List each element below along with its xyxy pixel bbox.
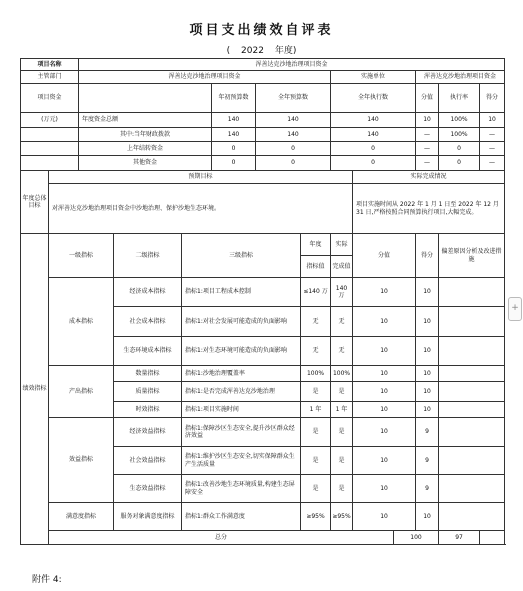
reason-cell: [439, 402, 505, 418]
funds-unit-spacer: [21, 156, 79, 171]
actual-cell: 是: [331, 382, 353, 402]
score-cell: 10: [353, 418, 416, 447]
col-level2: 二级指标: [114, 234, 182, 278]
funds-row-points: —: [480, 142, 505, 156]
level2-cell: 时效指标: [114, 402, 182, 418]
funds-row-rate: 100%: [439, 128, 480, 142]
reason-cell: [439, 382, 505, 402]
overall-goal-label: 年度总体目标: [21, 171, 49, 234]
funds-row-start: 0: [212, 156, 256, 171]
project-name-label: 项目名称: [21, 59, 79, 71]
overall-goal-row: [21, 184, 505, 234]
funds-row-full: 140: [256, 113, 331, 128]
points-cell: 10: [416, 307, 439, 337]
score-cell: 10: [353, 337, 416, 366]
actual-cell: 无: [331, 337, 353, 366]
expected-goal-header: 预期目标: [49, 171, 353, 184]
total-reason: [480, 531, 505, 545]
col-indicator-points: 得分: [416, 234, 439, 278]
col-score: 分值: [416, 84, 439, 113]
self-evaluation-table: [20, 58, 505, 545]
funds-row-score: 10: [416, 113, 439, 128]
points-cell: 10: [416, 366, 439, 382]
level2-cell: 经济效益指标: [114, 418, 182, 447]
target-cell: 无: [301, 307, 331, 337]
points-cell: 10: [416, 382, 439, 402]
target-cell: 无: [301, 337, 331, 366]
funds-row-start: 0: [212, 142, 256, 156]
funds-row-rate: 0: [439, 156, 480, 171]
overall-goal-header-row: [21, 171, 505, 184]
side-expand-tab[interactable]: +: [508, 297, 522, 321]
level1-cost: 成本指标: [49, 278, 114, 366]
funds-row: [21, 128, 505, 142]
attachment-note: 附件 4:: [32, 575, 62, 585]
reason-cell: [439, 503, 505, 531]
col-annual-sub: 指标值: [301, 256, 331, 278]
points-cell: 9: [416, 475, 439, 503]
funds-unit-spacer: [21, 128, 79, 142]
actual-cell: 是: [331, 447, 353, 475]
reason-cell: [439, 447, 505, 475]
points-cell: 10: [416, 278, 439, 307]
level3-cell: 指标1:维护沙区生态安全,切实保障群众生产生活质量: [182, 447, 301, 475]
funds-row-start: 140: [212, 113, 256, 128]
funds-unit-spacer: [21, 142, 79, 156]
indicator-section-label: 绩效指标: [21, 234, 49, 545]
target-cell: 1 年: [301, 402, 331, 418]
col-indicator-score: 分值: [353, 234, 416, 278]
indicator-row: [21, 278, 505, 307]
level2-cell: 生态环境成本指标: [114, 337, 182, 366]
reason-cell: [439, 307, 505, 337]
document-title: 项目支出绩效自评表: [189, 23, 334, 38]
level1-satisfaction: 满意度指标: [49, 503, 114, 531]
level2-cell: 服务对象满意度指标: [114, 503, 182, 531]
score-cell: 10: [353, 503, 416, 531]
score-cell: 10: [353, 402, 416, 418]
funds-label: 项目资金: [21, 84, 79, 113]
total-score: 100: [394, 531, 439, 545]
score-cell: 10: [353, 447, 416, 475]
level3-cell: 指标1:群众工作满意度: [182, 503, 301, 531]
funds-header-row: [21, 84, 505, 113]
year-close: 年度): [274, 46, 297, 56]
reason-cell: [439, 366, 505, 382]
indicator-row: [21, 503, 505, 531]
points-cell: 9: [416, 447, 439, 475]
actual-cell: ≥95%: [331, 503, 353, 531]
score-cell: 10: [353, 366, 416, 382]
funds-unit: (万元): [21, 113, 79, 128]
level3-cell: 指标1:项目实施时间: [182, 402, 301, 418]
funds-row-score: —: [416, 142, 439, 156]
funds-row: [21, 142, 505, 156]
col-actual: 实际: [331, 234, 353, 256]
reason-cell: [439, 278, 505, 307]
score-cell: 10: [353, 307, 416, 337]
actual-cell: 是: [331, 475, 353, 503]
project-name-value: 浑善达克沙地治理项目资金: [79, 59, 505, 71]
implementing-unit-label: 实施单位: [331, 71, 416, 84]
level2-cell: 数量指标: [114, 366, 182, 382]
score-cell: 10: [353, 475, 416, 503]
col-level3: 三级指标: [182, 234, 301, 278]
funds-row-points: 10: [480, 113, 505, 128]
col-actual-sub: 完成值: [331, 256, 353, 278]
target-cell: 是: [301, 382, 331, 402]
actual-cell: 100%: [331, 366, 353, 382]
indicator-row: [21, 418, 505, 447]
funds-row-exec: 0: [331, 156, 416, 171]
actual-cell: 是: [331, 418, 353, 447]
funds-row-rate: 100%: [439, 113, 480, 128]
funds-row-full: 0: [256, 142, 331, 156]
target-cell: 100%: [301, 366, 331, 382]
target-cell: 是: [301, 475, 331, 503]
level2-cell: 经济成本指标: [114, 278, 182, 307]
funds-row-points: —: [480, 128, 505, 142]
year-value: 2022: [241, 46, 264, 56]
level2-cell: 社会效益指标: [114, 447, 182, 475]
col-level1: 一级指标: [49, 234, 114, 278]
points-cell: 10: [416, 503, 439, 531]
funds-row-label: 年度资金总额: [79, 113, 212, 128]
target-cell: 是: [301, 447, 331, 475]
funds-row-exec: 140: [331, 113, 416, 128]
total-label: 总分: [49, 531, 394, 545]
actual-completion-header: 实际完成情况: [353, 171, 505, 184]
funds-row-exec: 0: [331, 142, 416, 156]
funds-row-label: 上年结转资金: [79, 142, 212, 156]
funds-row-rate: 0: [439, 142, 480, 156]
department-row: [21, 71, 505, 84]
level3-cell: 指标1:是否完成浑善达克沙地治理: [182, 382, 301, 402]
col-full-year: 全年预算数: [256, 84, 331, 113]
score-cell: 10: [353, 382, 416, 402]
level1-output: 产出指标: [49, 366, 114, 418]
points-cell: 9: [416, 418, 439, 447]
level3-cell: 指标1:沙地治理覆盖率: [182, 366, 301, 382]
col-year-start: 年初预算数: [212, 84, 256, 113]
target-cell: ≤140 万: [301, 278, 331, 307]
expected-goal-text: 对浑善达克沙地治理项目资金中沙地治理、保护沙地生态环境。: [49, 184, 353, 234]
year-line: [0, 43, 523, 56]
funds-row-score: —: [416, 128, 439, 142]
funds-row-full: 0: [256, 156, 331, 171]
points-cell: 10: [416, 337, 439, 366]
actual-completion-text: 项目实施时间从 2022 年 1 月 1 日至 2022 年 12 月 31 日,严格按照合同预算执行项目,大幅完成。: [353, 184, 505, 234]
implementing-unit-value: 浑善达克沙地治理项目资金: [416, 71, 505, 84]
funds-row-label: 其中:当年财政拨款: [79, 128, 212, 142]
reason-cell: [439, 418, 505, 447]
indicator-header-row: [21, 234, 505, 256]
level3-cell: 指标1:对生态环境可能造成的负面影响: [182, 337, 301, 366]
level2-cell: 质量指标: [114, 382, 182, 402]
level1-benefit: 效益指标: [49, 418, 114, 503]
col-points: 得分: [480, 84, 505, 113]
level2-cell: 生态效益指标: [114, 475, 182, 503]
actual-cell: 140 万: [331, 278, 353, 307]
funds-row-label: 其他资金: [79, 156, 212, 171]
funds-row-points: —: [480, 156, 505, 171]
department-label: 主管部门: [21, 71, 79, 84]
funds-row-full: 140: [256, 128, 331, 142]
col-annual: 年度: [301, 234, 331, 256]
level2-cell: 社会成本指标: [114, 307, 182, 337]
col-reason: 偏差原因分析及改进措施: [439, 234, 505, 278]
target-cell: 是: [301, 418, 331, 447]
funds-row: [21, 113, 505, 128]
funds-row-start: 140: [212, 128, 256, 142]
reason-cell: [439, 337, 505, 366]
level3-cell: 指标1:保障沙区生态安全,提升沙区群众经济效益: [182, 418, 301, 447]
actual-cell: 1 年: [331, 402, 353, 418]
reason-cell: [439, 475, 505, 503]
target-cell: ≥95%: [301, 503, 331, 531]
funds-row: [21, 156, 505, 171]
project-name-row: [21, 59, 505, 71]
funds-row-exec: 140: [331, 128, 416, 142]
col-executed: 全年执行数: [331, 84, 416, 113]
col-rate: 执行率: [439, 84, 480, 113]
level3-cell: 指标1:对社会发展可能造成的负面影响: [182, 307, 301, 337]
year-open: (: [226, 46, 231, 56]
total-points: 97: [439, 531, 480, 545]
points-cell: 10: [416, 402, 439, 418]
indicator-row: [21, 366, 505, 382]
total-row: [21, 531, 505, 545]
funds-spacer: [79, 84, 212, 113]
level3-cell: 指标1:改善沙地生态环境质量,构建生态屏障安全: [182, 475, 301, 503]
department-value: 浑善达克沙地治理项目资金: [79, 71, 331, 84]
actual-cell: 无: [331, 307, 353, 337]
score-cell: 10: [353, 278, 416, 307]
funds-row-score: —: [416, 156, 439, 171]
level3-cell: 指标1:项目工程成本控制: [182, 278, 301, 307]
